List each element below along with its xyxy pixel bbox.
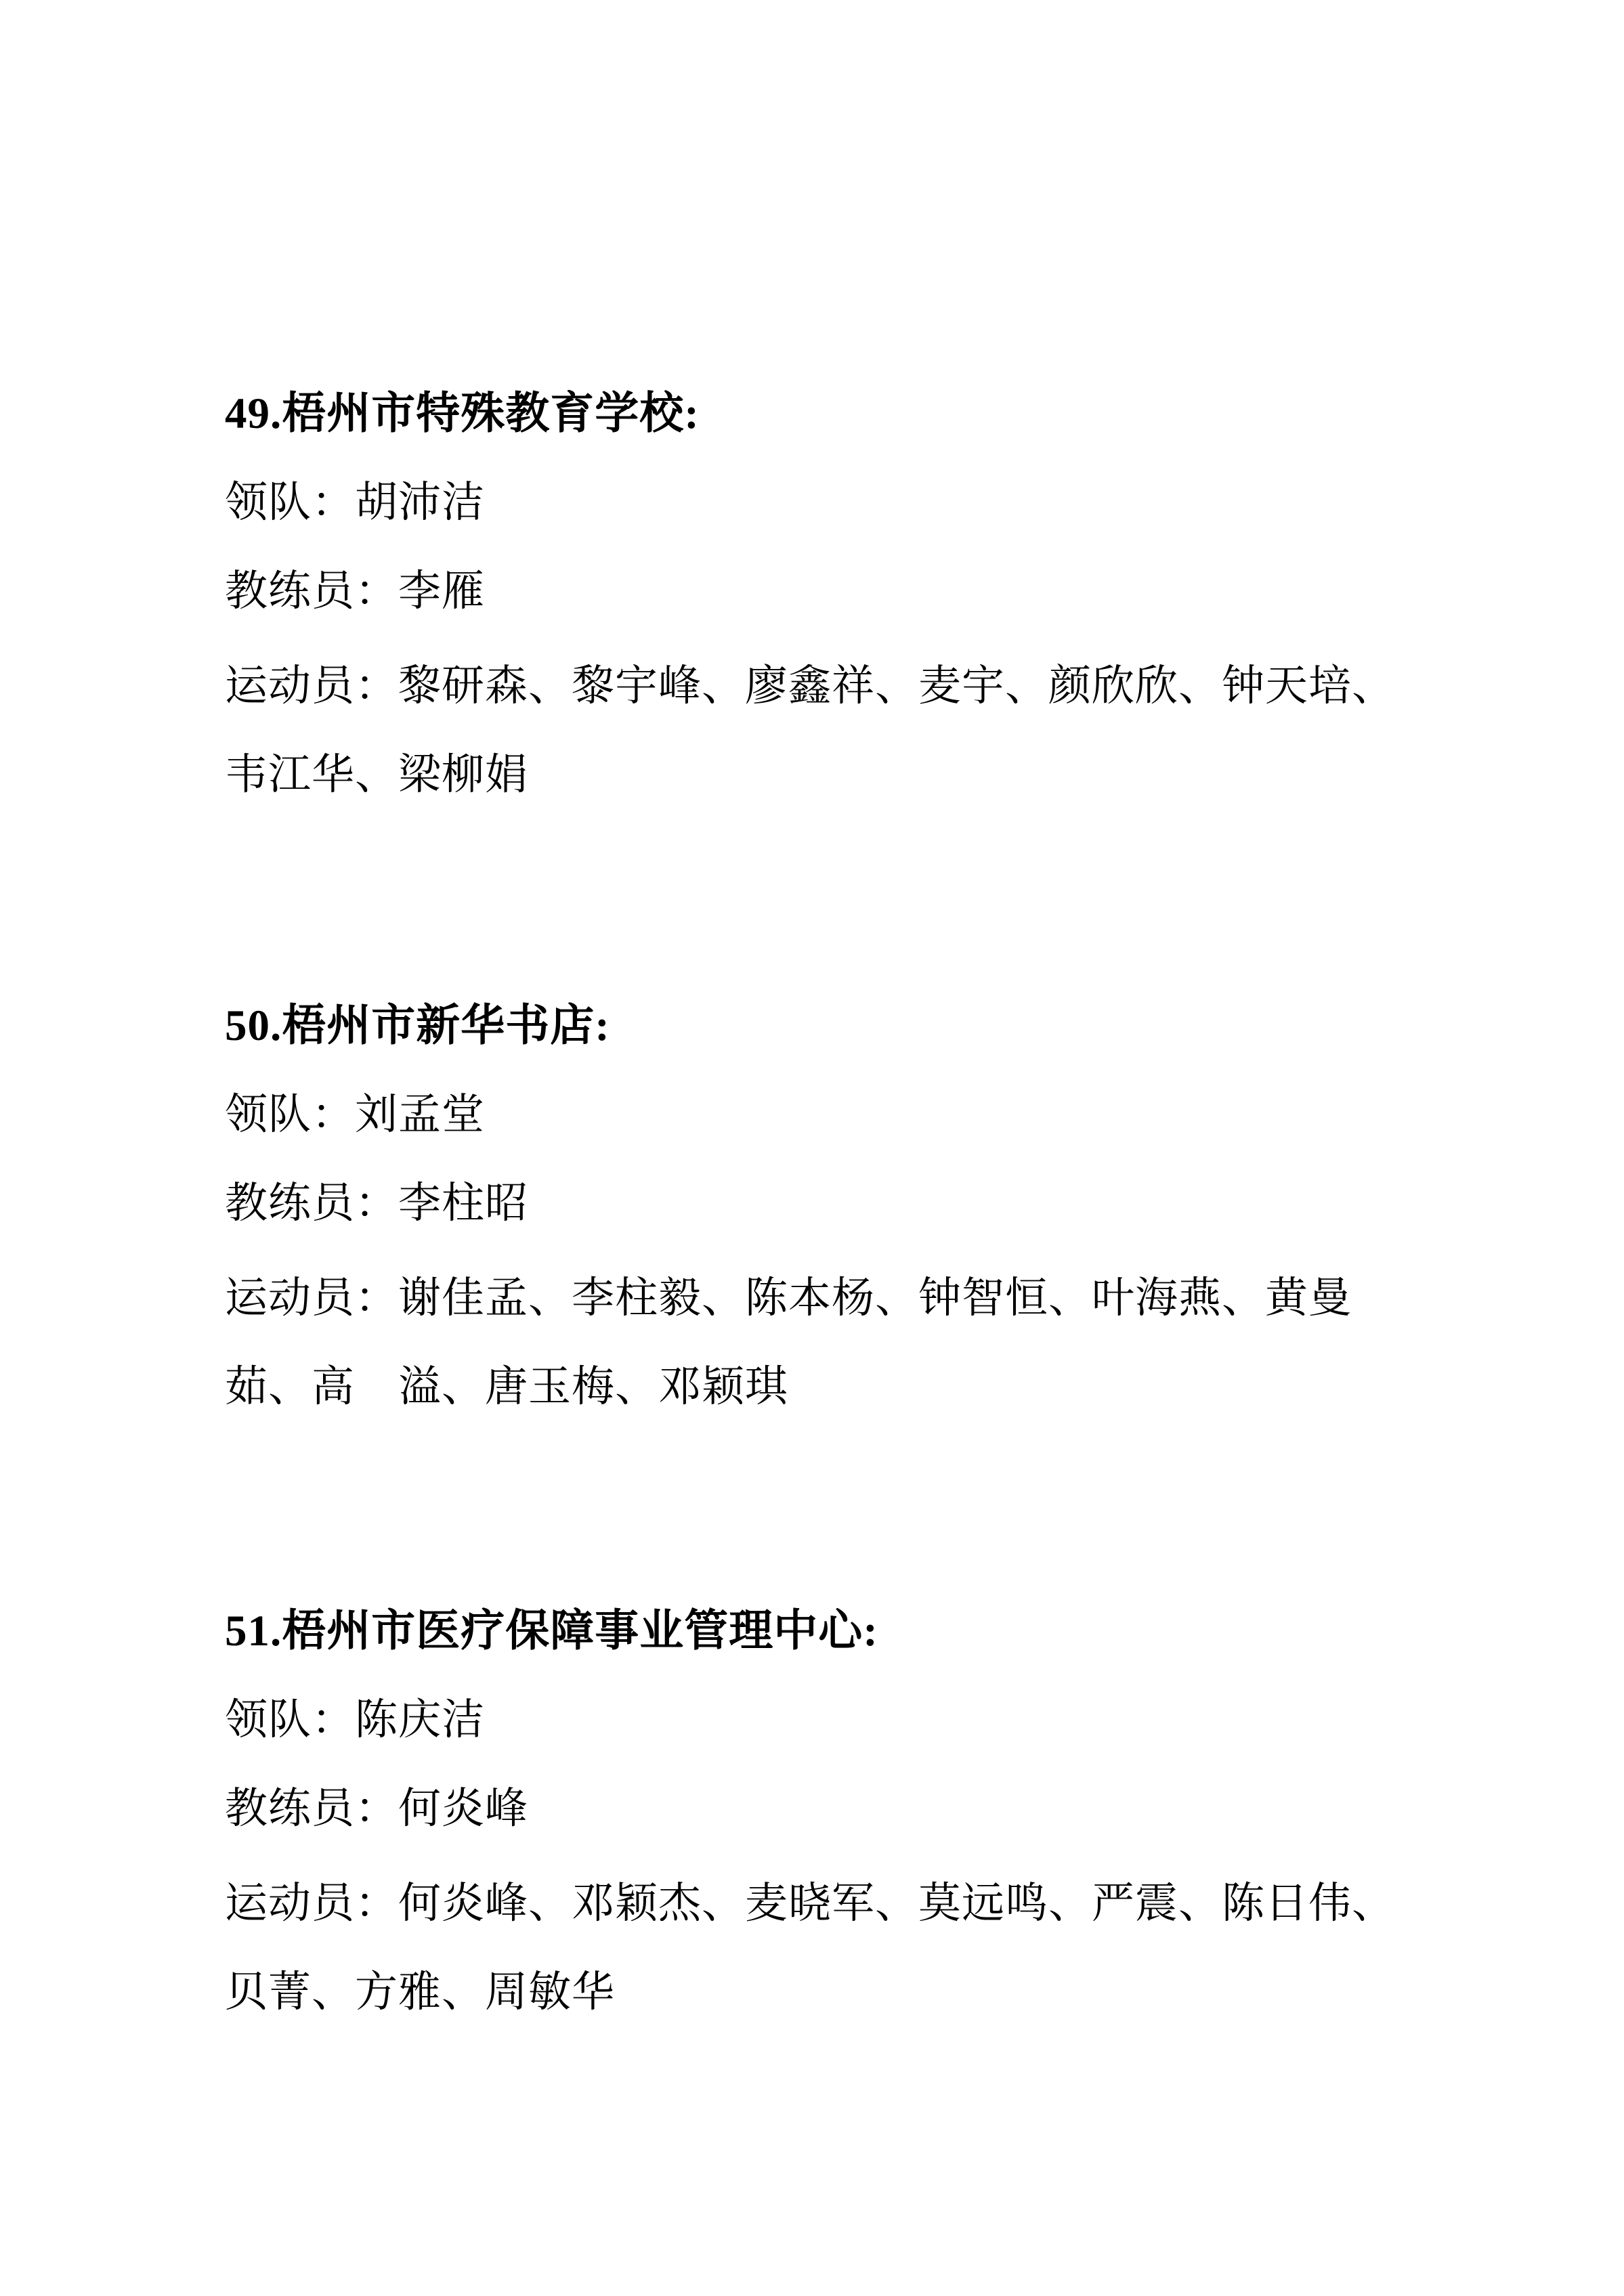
- leader-line: [225, 458, 1417, 547]
- coach-name: 李雁: [398, 567, 485, 615]
- athletes-names: 贝菁、方雅、周敏华: [225, 1968, 615, 2016]
- athletes-names: 何炎峰、邓颖杰、麦晓军、莫远鸣、严震、陈日伟、: [398, 1880, 1395, 1927]
- athletes-line-2: [225, 1948, 1417, 2037]
- athletes-line-2: [225, 1343, 1417, 1431]
- team-section-49: [225, 370, 1417, 819]
- leader-label: 领队：: [225, 479, 355, 526]
- coach-line: [225, 1764, 1417, 1853]
- athletes-label: 运动员：: [225, 1274, 398, 1322]
- leader-name: 刘孟堂: [355, 1091, 485, 1138]
- athletes-label: 运动员：: [225, 662, 398, 710]
- athletes-line-1: [225, 1254, 1417, 1343]
- athletes-line-1: [225, 642, 1417, 731]
- team-heading: 49.梧州市特殊教育学校:: [225, 389, 700, 438]
- leader-line: [225, 1676, 1417, 1764]
- athletes-names: 茹、高 溢、唐玉梅、邓颖琪: [225, 1363, 788, 1410]
- page-content: [225, 0, 1417, 2037]
- athletes-line-1: [225, 1859, 1417, 1948]
- team-section-51: [225, 1587, 1417, 2037]
- coach-name: 何炎峰: [398, 1785, 528, 1832]
- leader-label: 领队：: [225, 1091, 355, 1138]
- athletes-line-2: [225, 731, 1417, 819]
- athletes-names: 韦江华、梁柳娟: [225, 751, 528, 798]
- leader-name: 胡沛洁: [355, 479, 485, 526]
- athletes-names: 黎研森、黎宇峰、廖鑫祥、麦宇、颜欣欣、钟天培、: [398, 662, 1395, 710]
- athletes-label: 运动员：: [225, 1880, 398, 1927]
- coach-label: 教练员：: [225, 1785, 398, 1832]
- coach-line: [225, 547, 1417, 636]
- coach-label: 教练员：: [225, 567, 398, 615]
- team-heading: 51.梧州市医疗保障事业管理中心:: [225, 1607, 878, 1655]
- leader-line: [225, 1070, 1417, 1159]
- team-heading: 50.梧州市新华书店:: [225, 1001, 610, 1050]
- coach-name: 李柱昭: [398, 1179, 528, 1227]
- team-section-50: [225, 982, 1417, 1431]
- leader-name: 陈庆洁: [355, 1696, 485, 1743]
- leader-label: 领队：: [225, 1696, 355, 1743]
- athletes-names: 谢佳孟、李柱毅、陈本杨、钟智恒、叶海燕、黄曼: [398, 1274, 1352, 1322]
- coach-line: [225, 1159, 1417, 1248]
- coach-label: 教练员：: [225, 1179, 398, 1227]
